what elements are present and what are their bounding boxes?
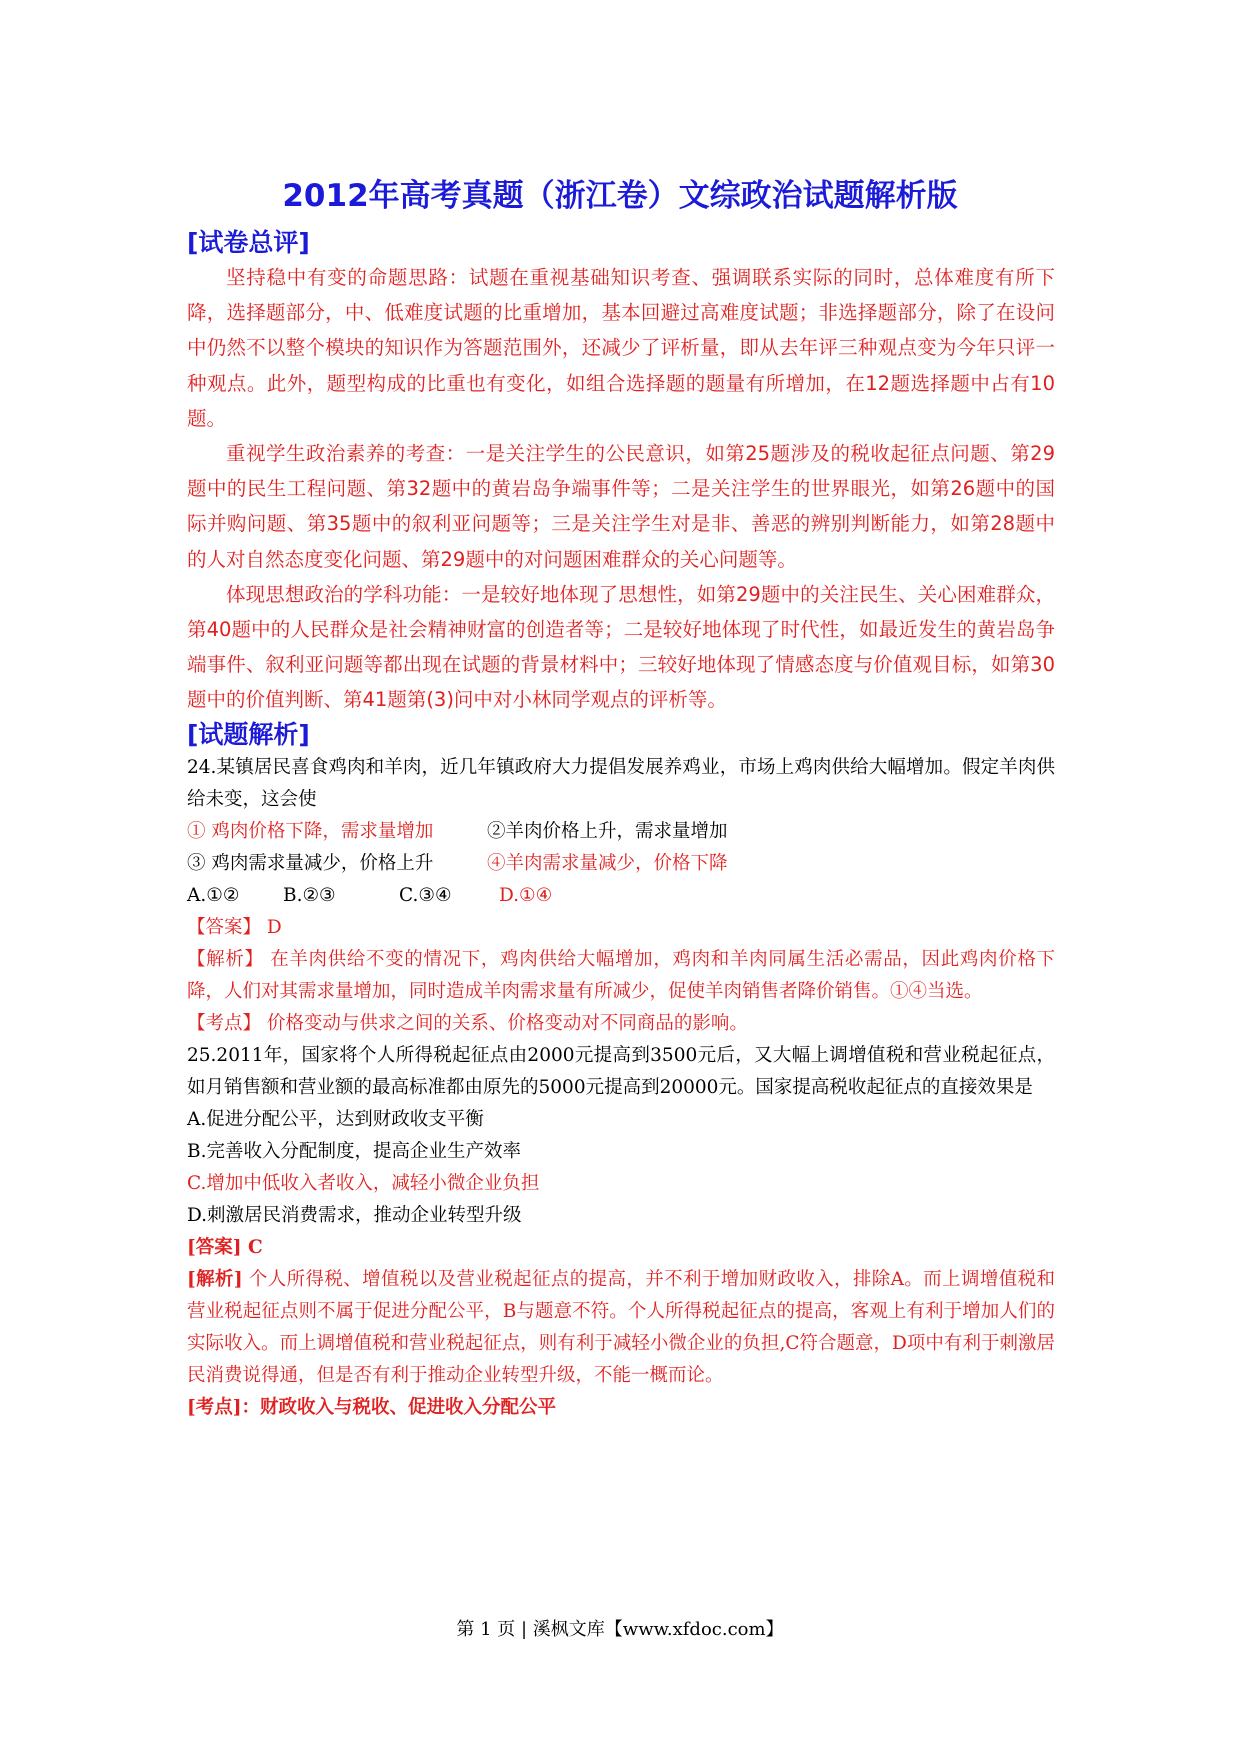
q25-analysis-label: [解析] [187, 1268, 243, 1290]
q24-choice-c: C.③④ [399, 884, 452, 906]
q25-answer-value: C [247, 1236, 263, 1258]
overview-paragraph-3: 体现思想政治的学科功能：一是较好地体现了思想性，如第29题中的关注民生、关心困难群众，第40题中的人民群众是社会精神财富的创造者等；二是较好地体现了时代性，如最近发生的黄岩岛争端事件、叙利亚问题等都出现在试题的背景材料中；三较好地体现了情感态度与价值观目标，如第30题中的价值判断、第41题第(3)问中对小林同学观点的评析等。 [187, 582, 1055, 712]
q24-option-4: ④羊肉需求量减少，价格下降 [487, 852, 728, 874]
q25-option-b: B.完善收入分配制度，提高企业生产效率 [187, 1140, 521, 1162]
q24-analysis-label: 【解析】 [187, 948, 264, 970]
page-footer: 第 1 页 | 溪枫文库【www.xfdoc.com】 [456, 1619, 784, 1640]
q24-answer-label: 【答案】 [187, 916, 262, 938]
q25-option-c: C.增加中低收入者收入，减轻小微企业负担 [187, 1172, 540, 1194]
question-24-stem: 24.某镇居民喜食鸡肉和羊肉，近几年镇政府大力提倡发展养鸡业，市场上鸡肉供给大幅增加。假定羊肉供给未变，这会使 [187, 756, 1055, 810]
content-body [187, 226, 1055, 1424]
q24-option-2: ②羊肉价格上升，需求量增加 [487, 820, 728, 842]
section-heading-analysis: [试题解析] [187, 719, 310, 749]
q24-option-1: ① 鸡肉价格下降，需求量增加 [187, 820, 434, 842]
q24-option-3: ③ 鸡肉需求量减少，价格上升 [187, 852, 434, 874]
q24-analysis-text: 在羊肉供给不变的情况下，鸡肉供给大幅增加，鸡肉和羊肉同属生活必需品，因此鸡肉价格下降，人们对其需求量增加，同时造成羊肉需求量有所减少，促使羊肉销售者降价销售。①④当选。 [187, 948, 1055, 1002]
question-24-options-row-1 [187, 816, 1055, 848]
page-title: 2012年高考真题（浙江卷）文综政治试题解析版 [282, 178, 958, 214]
q24-choice-d: D.①④ [499, 884, 553, 906]
q25-analysis [187, 1264, 1055, 1392]
question-24-options-row-2 [187, 848, 1055, 880]
q24-choice-a: A.①② [187, 884, 240, 906]
q24-knowledge-point [187, 1008, 1055, 1040]
q25-analysis-text: 个人所得税、增值税以及营业税起征点的提高，并不利于增加财政收入，排除A。而上调增值税和营业税起征点则不属于促进分配公平，B与题意不符。个人所得税起征点的提高，客观上有利于增加人们的实际收入。而上调增值税和营业税起征点，则有利于减轻小微企业的负担,C符合题意，D项中有利于刺激居民消费说得通，但是否有利于推动企业转型升级，不能一概而论。 [187, 1268, 1055, 1386]
q24-point-text: 价格变动与供求之间的关系、价格变动对不同商品的影响。 [266, 1012, 748, 1034]
q25-option-a: A.促进分配公平，达到财政收支平衡 [187, 1108, 484, 1130]
q25-option-d: D.刺激居民消费需求，推动企业转型升级 [187, 1204, 522, 1226]
question-24-choices [187, 880, 1055, 912]
q24-choice-b: B.②③ [283, 884, 336, 906]
q25-answer-label: [答案] [187, 1236, 242, 1258]
overview-paragraph-2: 重视学生政治素养的考查：一是关注学生的公民意识，如第25题涉及的税收起征点问题、第29题中的民生工程问题、第32题中的黄岩岛争端事件等；二是关注学生的世界眼光，如第26题中的国际并购问题、第35题中的叙利亚问题等；三是关注学生对是非、善恶的辨别判断能力，如第28题中的人对自然态度变化问题、第29题中的对问题困难群众的关心问题等。 [187, 442, 1055, 571]
q25-answer [187, 1232, 1055, 1264]
section-heading-overview: [试卷总评] [187, 228, 310, 257]
question-25-stem: 25.2011年，国家将个人所得税起征点由2000元提高到3500元后，又大幅上调增值税和营业税起征点，如月销售额和营业额的最高标准都由原先的5000元提高到20000元。国家提高税收起征点的直接效果是 [187, 1044, 1055, 1098]
overview-paragraph-1: 坚持稳中有变的命题思路：试题在重视基础知识考查、强调联系实际的同时，总体难度有所下降，选择题部分，中、低难度试题的比重增加，基本回避过高难度试题；非选择题部分，除了在设问中仍然不以整个模块的知识作为答题范围外，还减少了评析量，即从去年评三种观点变为今年只评一种观点。此外，题型构成的比重也有变化，如组合选择题的题量有所增加，在12题选择题中占有10题。 [187, 266, 1055, 430]
q25-knowledge-point: [考点]：财政收入与税收、促进收入分配公平 [187, 1396, 557, 1418]
q24-analysis [187, 944, 1055, 1008]
q24-point-label: 【考点】 [187, 1012, 262, 1034]
q24-answer [187, 912, 1055, 944]
q24-answer-value: D [266, 916, 282, 938]
